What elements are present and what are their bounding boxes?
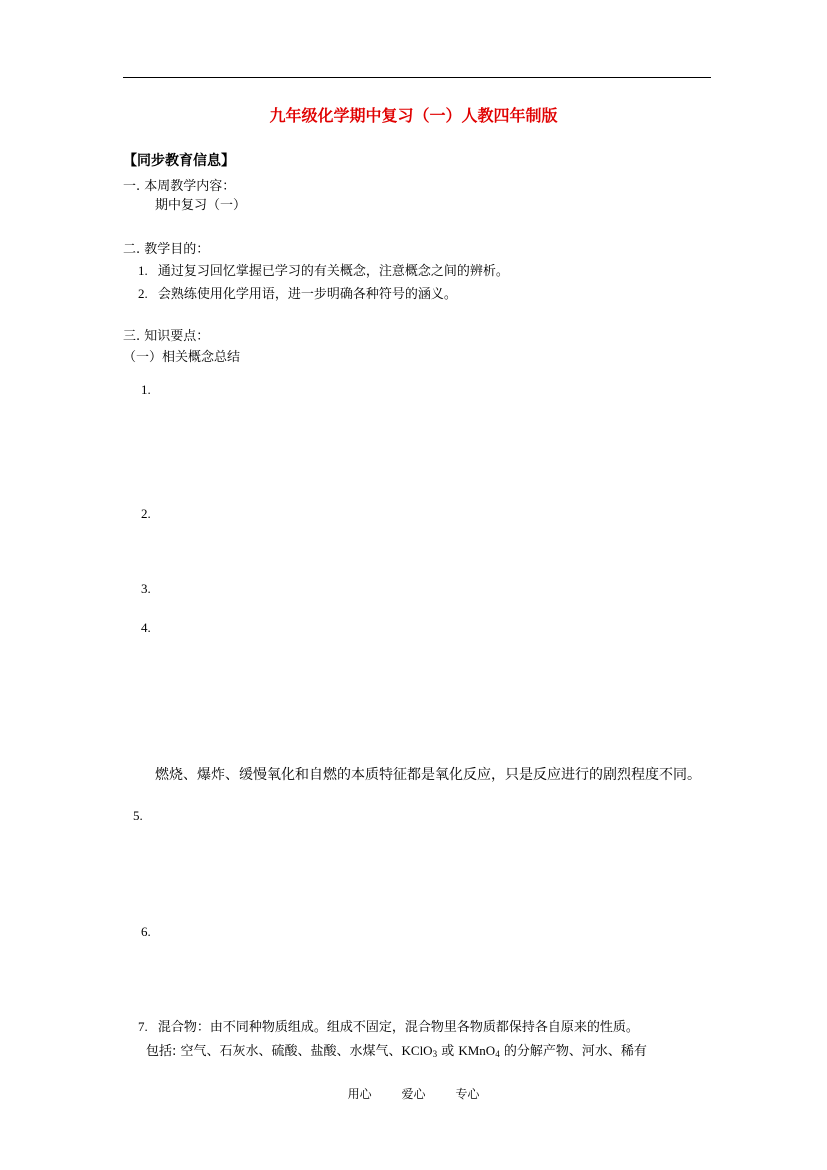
item-number-3: 3. bbox=[141, 581, 151, 596]
section-3-title: 三. 知识要点： bbox=[123, 329, 210, 344]
kclo3-formula bbox=[402, 1043, 438, 1058]
item-7-text: 混合物：由不同种物质组成。组成不固定，混合物里各物质都保持各自原来的性质。 bbox=[157, 1020, 639, 1035]
formula-base: KClO bbox=[401, 1043, 433, 1058]
objective-item bbox=[138, 283, 457, 302]
page-title: 九年级化学期中复习（一）人教四年制版 bbox=[269, 106, 558, 125]
page-footer bbox=[0, 1085, 827, 1102]
section-2-title: 二. 教学目的： bbox=[123, 242, 210, 257]
section-3-subtitle: （一）相关概念总结 bbox=[123, 350, 241, 365]
section-1-title: 一. 本周教学内容： bbox=[123, 179, 236, 194]
item-number-7: 7. bbox=[138, 1019, 148, 1034]
footer-text: 爱心 bbox=[401, 1087, 426, 1101]
formula-subscript: 4 bbox=[495, 1049, 500, 1059]
item-7-examples: 包括: 空气、石灰水、硫酸、盐酸、水煤气、 bbox=[146, 1044, 402, 1059]
section-1-content: 期中复习（一） bbox=[155, 198, 247, 213]
objective-number: 2. bbox=[138, 286, 148, 301]
section-heading: 【同步教育信息】 bbox=[123, 153, 235, 169]
item-number-5: 5. bbox=[133, 808, 143, 823]
objective-text: 通过复习回忆掌握已学习的有关概念，注意概念之间的辨析。 bbox=[157, 264, 509, 279]
item-7-line-2 bbox=[146, 1040, 647, 1059]
item-number-4: 4. bbox=[141, 620, 151, 635]
item-7-line-1 bbox=[138, 1016, 639, 1035]
item-number-6: 6. bbox=[141, 924, 151, 939]
kmno4-formula bbox=[458, 1043, 499, 1058]
combustion-note: 燃烧、爆炸、缓慢氧化和自燃的本质特征都是氧化反应，只是反应进行的剧烈程度不同。 bbox=[155, 767, 701, 783]
objective-text: 会熟练使用化学用语，进一步明确各种符号的涵义。 bbox=[157, 287, 457, 302]
conjunction: 或 bbox=[437, 1044, 459, 1059]
formula-subscript: 3 bbox=[432, 1049, 438, 1059]
header-rule bbox=[123, 77, 711, 78]
objective-number: 1. bbox=[138, 263, 148, 278]
footer-text: 用心 bbox=[347, 1087, 372, 1101]
item-number-2: 2. bbox=[141, 506, 151, 521]
formula-base: KMnO bbox=[458, 1043, 496, 1058]
item-7-examples-tail: 的分解产物、河水、稀有 bbox=[499, 1044, 647, 1059]
objective-item bbox=[138, 260, 509, 279]
item-number-1: 1. bbox=[141, 382, 151, 397]
footer-text: 专心 bbox=[455, 1087, 480, 1101]
